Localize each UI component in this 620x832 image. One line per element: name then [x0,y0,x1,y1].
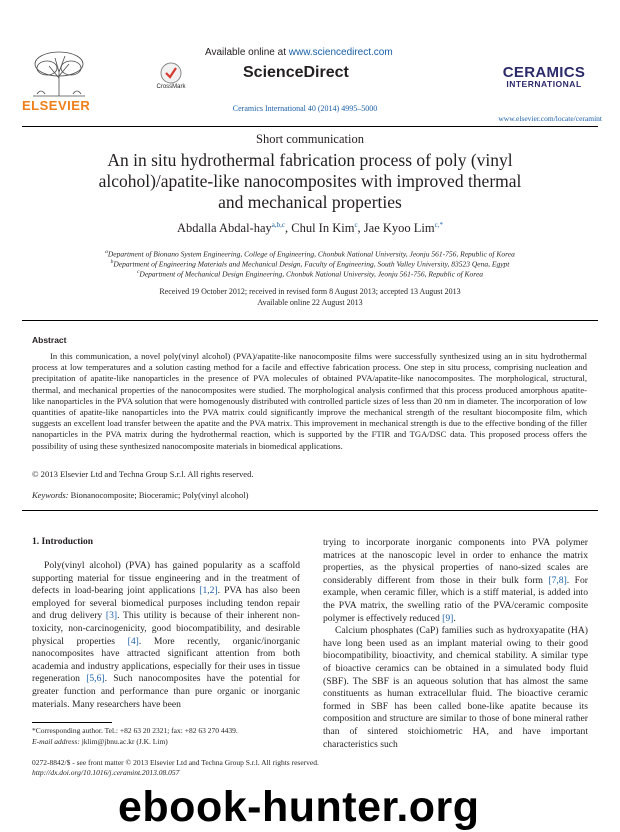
right-column [323,537,588,751]
left-column [32,560,300,711]
paragraph [323,537,588,625]
author-name[interactable]: Jae Kyoo Lim [363,221,435,236]
text-run: . [453,612,456,624]
journal-logo-line1: CERAMICS [502,64,586,81]
affiliation-sup: c [136,269,140,275]
text-run: . More recently, organic/inorganic nanocomposites have attracted significant attention from both academia and industry applications, especially for their uses in tissue regeneration [32,635,300,685]
header-divider [22,126,598,127]
crossmark-icon[interactable] [160,62,182,84]
text-run: Poly(vinyl alcohol) (PVA) has gained popularity as a scaffold supporting material for tissue engineering and in the treatment of defects in load-bearing joint applications [32,560,300,597]
affiliation-sup: b [110,259,114,265]
email-label: E-mail address: [32,736,82,746]
section-heading: 1. Introduction [32,537,94,547]
watermark-text: ebook-hunter.org [118,783,480,831]
publisher-name: ELSEVIER [22,98,91,113]
affiliation-text: Department of Bionano System Engineering, College of Engineering, Chonbuk National University, Jeonju 561-756, Republic of Korea [107,249,515,259]
available-prefix: Available online at [205,47,289,58]
keywords-label: Keywords: [32,490,69,500]
received-dates: Received 19 October 2012; received in revised form 8 August 2013; accepted 13 August 2013 [159,287,461,296]
abstract-heading: Abstract [32,335,67,345]
author-name[interactable]: Abdalla Abdal-hay [177,221,272,236]
citation-link[interactable]: [5,6] [86,673,105,685]
sciencedirect-link[interactable]: www.sciencedirect.com [288,47,393,58]
journal-url-link[interactable]: www.elsevier.com/locate/ceramint [498,114,602,123]
affiliation-text: Department of Engineering Materials and Mechanical Design, Faculty of Engineering, South Valley University, 83523 Qena, Egypt [113,259,510,269]
text-run: trying to incorporate inorganic components into PVA polymer matrices at the nanoscopic level in order to enhance the matrix properties, as the physical properties of nano-sized scales are considerably different from those in their bulk form [323,537,588,586]
article-dates [60,286,560,308]
article-type: Short communication [256,132,364,146]
available-date: Available online 22 August 2013 [257,298,363,307]
affiliation-sup: a [105,249,108,255]
keywords-list: Bionanocomposite; Bioceramic; Poly(vinyl alcohol) [68,490,249,500]
citation-link[interactable]: [9] [442,612,454,624]
journal-logo-line2: INTERNATIONAL [506,79,582,89]
paragraph: Calcium phosphates (CaP) families such as hydroxyapatite (HA) have long been used as an implant material owing to their good biocompatibility, bioactivity, and chemical stability. A similar type of bioactive ceramics can be obtained in a simulated body fluid (SBF). The SBF is an aqueous solution that has almost the same constituents as human extracellular fluid. The bioactive ceramic formed in SBF has been called bone-like apatite because its composition and structure are similar to those of bone mineral rather than of sintered stoichiometric HA, and have important characteristics such [323,625,588,750]
keywords [32,490,587,500]
author-separator: , [284,221,292,236]
paragraph [32,560,300,711]
journal-logo [496,64,592,89]
platform-logo: ScienceDirect [243,64,349,81]
email-address[interactable]: jklim@jbnu.ac.kr (J.K. Lim) [81,736,168,746]
author-affiliation-sup[interactable]: c [354,221,358,229]
text-run: . PVA has also been employed for several biomedical purposes including tendon repair and drug delivery [32,585,300,622]
elsevier-tree-logo [27,50,91,98]
available-online [205,47,393,58]
author-separator: , [357,221,364,236]
keywords-divider [22,510,598,511]
affiliation [40,249,580,259]
corresponding-author-footnote [32,726,300,747]
author-name[interactable]: Chul In Kim [291,221,355,236]
front-matter [32,758,592,778]
abstract-divider [22,320,598,321]
author-affiliation-sup[interactable]: a,b,c [271,221,285,229]
article-title: An in situ hydrothermal fabrication process of poly (vinyl alcohol)/apatite-like nanocomposites with improved thermal and mechanical properties [98,150,522,212]
citation-link[interactable]: [1,2] [199,585,218,597]
footnote-divider [32,722,112,723]
affiliation-text: Department of Mechanical Design Engineering, Chonbuk National University, Jeonju 561-756, Republic of Korea [139,269,484,279]
crossmark-label: CrossMark [156,84,186,90]
affiliation [40,259,580,269]
text-run: . This utility is because of their inherent non-toxicity, non-carcinogenicity, good biocompatibility, and desirable physical properties [32,610,300,647]
affiliation [40,269,580,279]
text-run: . For example, when ceramic filler, which is a stiff material, is added into the PVA matrix, the swelling ratio of the PVA/ceramic composite polymer is effectively reduced [323,574,588,624]
journal-reference[interactable]: Ceramics International 40 (2014) 4995–5000 [232,104,378,113]
copyright-line: © 2013 Elsevier Ltd and Techna Group S.r.l. All rights reserved. [32,469,254,479]
doi-link[interactable]: http://dx.doi.org/10.1016/j.ceramint.2013.08.057 [32,768,180,777]
author-affiliation-sup[interactable]: c,* [434,221,443,229]
citation-link[interactable]: [7,8] [548,574,567,586]
issn-line: 0272-8842/$ - see front matter © 2013 Elsevier Ltd and Techna Group S.r.l. All rights reserved. [32,758,319,767]
abstract-text: In this communication, a novel poly(vinyl alcohol) (PVA)/apatite-like nanocomposite films were successfully synthesized using an in situ hydrothermal process at low temperatures and a solution casting method for a facile and effective fabrication process. One step in situ process, comprising nucleation and precipitation of apatite-like nanoparticles in the presence of PVA molecules of obtained PVA/apatite-like nanocomposites. The morphological, structural, thermal, and mechanical properties of the nanocomposites were studied. The morphological analysis confirmed that this process produced amorphous apatite-like nanoparticles in the PVA solution that were homogenously distributed with controlled particle sizes of less than 20 nm in diameter. The incorporation of low quantities of apatite-like nanoparticles into the PVA matrix could significantly improve the mechanical strength of the resultant biocomposite film, which suggests an excellent load transfer between the apatite and the PVA matrix. This improvement in mechanical strength is due to the effective bonding of the filler nanoparticles in the PVA matrix during the hydrothermal reaction, which is supported by the FTIR and TGA/DSC data. This proposed process offers the possibility of using these synthesized nanocomposite materials in biomedical applications. [32,351,587,451]
footnote-contact: *Corresponding author. Tel.: +82 63 20 2321; fax: +82 63 270 4439. [32,726,238,735]
text-run: . Such nanocomposites have the potential for greater function and performance than pure organic or inorganic materials. Many researchers have been [32,673,300,710]
author-list [60,221,560,236]
citation-link[interactable]: [4] [127,635,139,647]
citation-link[interactable]: [3] [105,610,118,622]
